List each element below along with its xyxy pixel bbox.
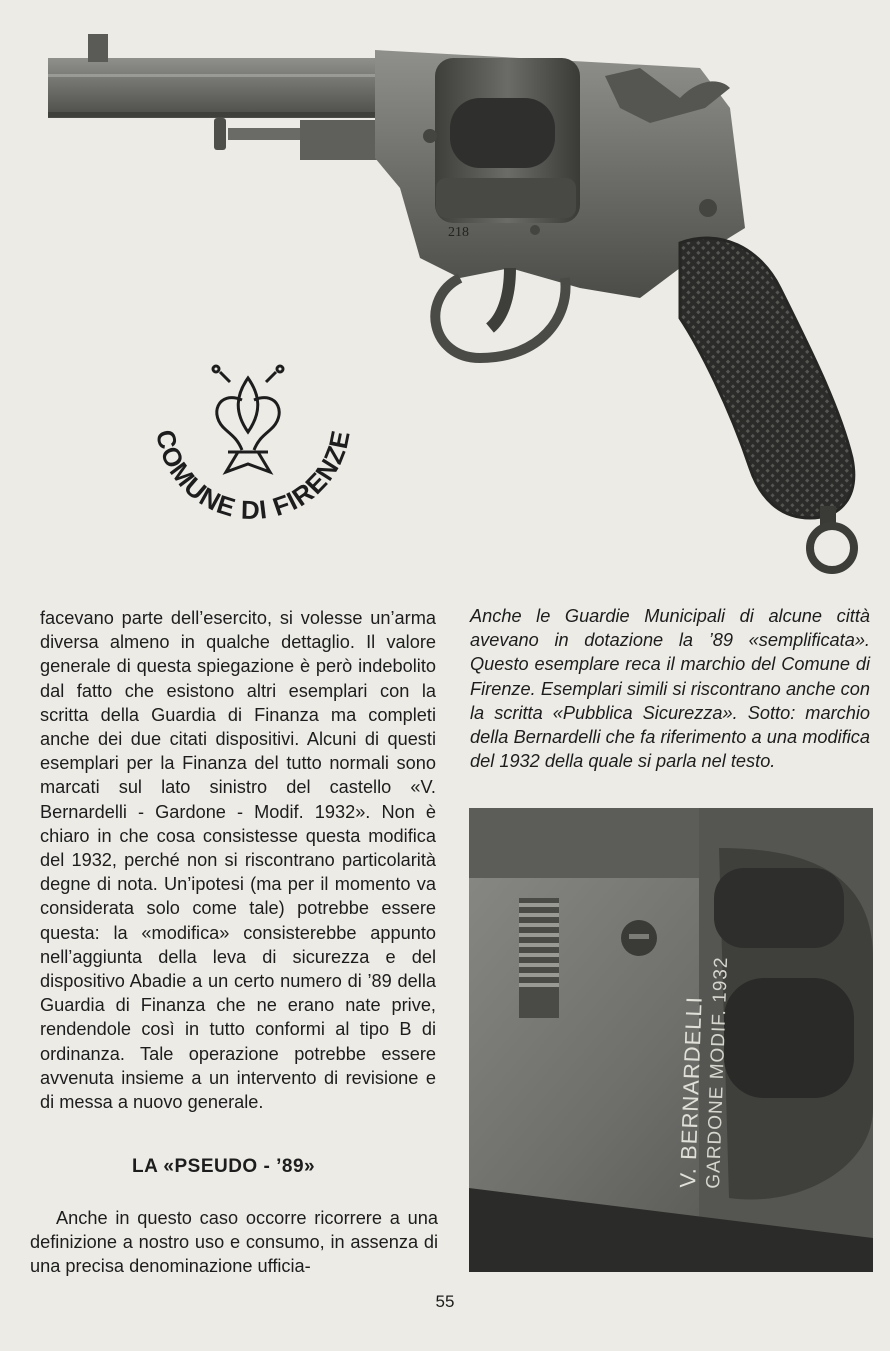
- emblem-text: COMUNE DI FIRENZE: [150, 427, 356, 526]
- revolver-cylinder: [435, 58, 580, 223]
- stamp-line-2: GARDONE MODIF. 1932: [702, 956, 733, 1190]
- fleur-de-lis-icon: [213, 366, 283, 472]
- body-text-left: [40, 606, 436, 1114]
- section-heading: LA «PSEUDO - ’89»: [132, 1156, 316, 1177]
- photo-caption: [470, 604, 870, 773]
- comune-di-firenze-emblem: [138, 360, 368, 540]
- frame-screw: [423, 129, 437, 143]
- caption-text: Anche le Guardie Municipali di alcune città avevano in dotazione la ’89 «semplificata». Questo esemplare reca il marchio del Comune di Firenze. Esemplari simili si riscontrano anche con la scritta «Pubblica Sicurezza». Sotto: marchio della Bernardelli che fa riferimento a una modifica del 1932 della quale si parla nel testo.: [470, 606, 870, 772]
- stamp-line-1: V. BERNARDELLI: [675, 995, 707, 1189]
- page-number: 55: [435, 1292, 455, 1311]
- ejector-rod: [214, 118, 380, 160]
- knurled-piece: [519, 898, 559, 1018]
- frame-screw: [699, 199, 717, 217]
- trigger-guard: [435, 268, 565, 358]
- serial-number: 218: [448, 225, 469, 240]
- bernardelli-stamp-photo: [469, 808, 873, 1272]
- revolver-grip: [680, 238, 854, 518]
- frame-screw: [530, 225, 540, 235]
- revolver-barrel: [48, 34, 383, 118]
- body-paragraph: facevano parte dell’esercito, si volesse un’arma diversa almeno in qualche dettaglio. Il valore generale di questa spiegazione è però indebolito dal fatto che esistono altri esemplari con la scritta della Guardia di Finanza ma completi anche dei due citati dispositivi. Alcuni di questi esemplari per la Finanza del tutto normali sono marcati sul lato sinistro del castello «V. Bernardelli - Gardone - Modif. 1932». Non è chiaro in che cosa consistesse questa modifica del 1932, perché non si riscontrano particolarità degne di nota. Un’ipotesi (ma per il momento va considerata solo come tale) potrebbe essere questa: la «modifica» consisterebbe appunto nell’aggiunta della leva di sicurezza e del dispositivo Abadie a un certo numero di ’89 della Guardia di Finanza che ne erano nate prive, rendendole così in tutto conformi al tipo B di ordinanza. Tale operazione potrebbe essere avvenuta insieme a un intervento di revisione e di messa a nuovo generale.: [40, 608, 436, 1113]
- body-text-left-continued: [30, 1206, 438, 1279]
- body-paragraph: Anche in questo caso occorre ricorrere a una definizione a nostro uso e consumo, in assenza di una precisa denominazione ufficia-: [30, 1208, 438, 1277]
